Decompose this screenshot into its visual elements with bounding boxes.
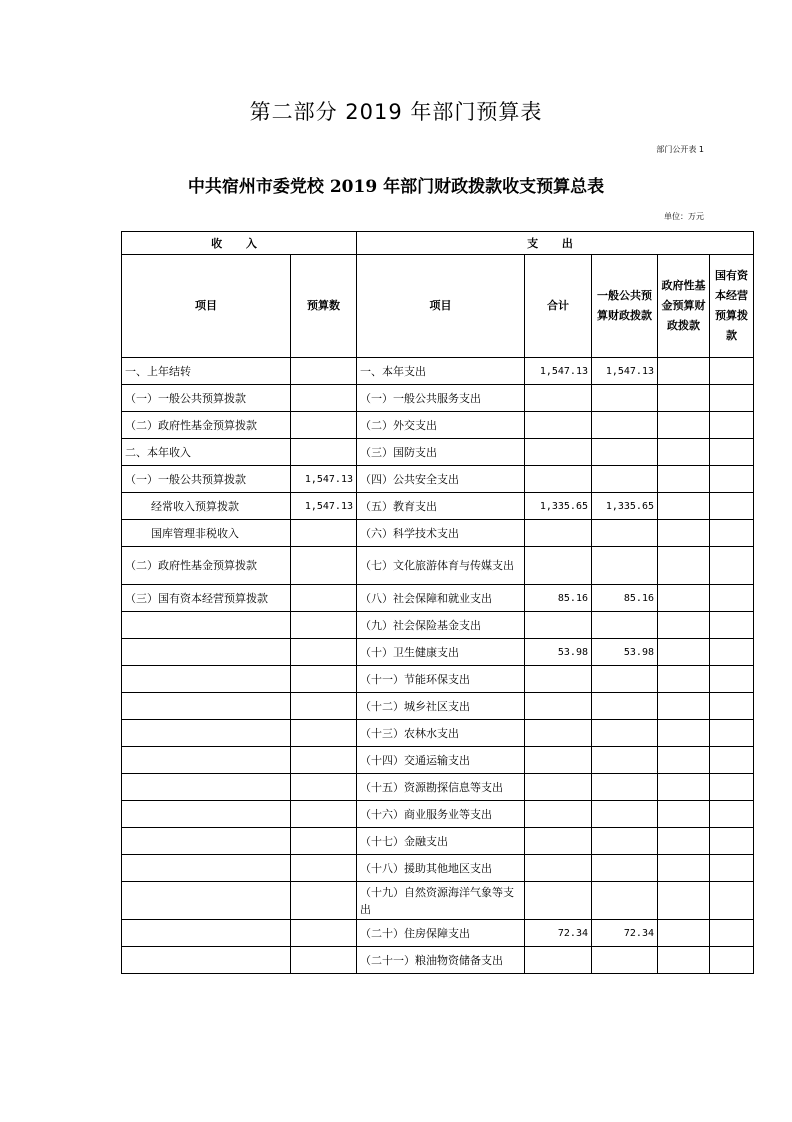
income-item-cell (122, 693, 291, 720)
expense-item-cell: （一）一般公共服务支出 (357, 385, 525, 412)
expense-item-cell: （十三）农林水支出 (357, 720, 525, 747)
income-value-cell (291, 385, 357, 412)
general-budget-cell: 85.16 (592, 585, 658, 612)
total-cell (525, 693, 592, 720)
state-capital-cell (710, 947, 754, 974)
income-value-cell (291, 585, 357, 612)
income-value-cell (291, 947, 357, 974)
table-row (122, 828, 754, 855)
general-budget-cell (592, 693, 658, 720)
table-row (122, 801, 754, 828)
income-value-cell (291, 612, 357, 639)
general-budget-cell (592, 439, 658, 466)
expense-item-cell: （十四）交通运输支出 (357, 747, 525, 774)
gov-fund-cell (658, 882, 710, 920)
total-cell: 85.16 (525, 585, 592, 612)
gov-fund-cell (658, 828, 710, 855)
expense-item-cell: （十九）自然资源海洋气象等支出 (357, 882, 525, 920)
table-row (122, 493, 754, 520)
gov-fund-cell (658, 666, 710, 693)
gov-fund-cell (658, 439, 710, 466)
income-item-cell (122, 747, 291, 774)
income-item-cell (122, 639, 291, 666)
total-cell (525, 466, 592, 493)
gov-fund-cell (658, 947, 710, 974)
expense-item-cell: 一、本年支出 (357, 358, 525, 385)
expense-item-cell: （十二）城乡社区支出 (357, 693, 525, 720)
state-capital-header: 国有资本经营预算拨款 (710, 255, 754, 358)
gov-fund-cell (658, 585, 710, 612)
general-budget-header: 一般公共预算财政拨款 (592, 255, 658, 358)
expense-item-cell: （五）教育支出 (357, 493, 525, 520)
general-budget-cell: 53.98 (592, 639, 658, 666)
gov-fund-cell (658, 547, 710, 585)
income-value-cell (291, 774, 357, 801)
table-row (122, 358, 754, 385)
general-budget-cell (592, 774, 658, 801)
income-budget-header: 预算数 (291, 255, 357, 358)
expense-item-cell: （十一）节能环保支出 (357, 666, 525, 693)
total-cell (525, 547, 592, 585)
income-value-cell: 1,547.13 (291, 493, 357, 520)
expense-item-cell: （二）外交支出 (357, 412, 525, 439)
income-item-cell: （三）国有资本经营预算拨款 (122, 585, 291, 612)
general-budget-cell (592, 385, 658, 412)
general-budget-cell (592, 855, 658, 882)
state-capital-cell (710, 639, 754, 666)
total-cell (525, 855, 592, 882)
gov-fund-cell (658, 855, 710, 882)
gov-fund-cell (658, 920, 710, 947)
state-capital-cell (710, 439, 754, 466)
expense-item-cell: （八）社会保障和就业支出 (357, 585, 525, 612)
expense-item-cell: （二十一）粮油物资储备支出 (357, 947, 525, 974)
expense-item-cell: （三）国防支出 (357, 439, 525, 466)
gov-fund-cell (658, 693, 710, 720)
general-budget-cell (592, 520, 658, 547)
income-value-cell (291, 720, 357, 747)
gov-fund-cell (658, 801, 710, 828)
total-cell: 1,547.13 (525, 358, 592, 385)
general-budget-cell (592, 747, 658, 774)
table-row (122, 882, 754, 920)
gov-fund-cell (658, 612, 710, 639)
expense-item-cell: （二十）住房保障支出 (357, 920, 525, 947)
income-item-cell (122, 720, 291, 747)
state-capital-cell (710, 747, 754, 774)
income-value-cell (291, 639, 357, 666)
income-item-cell: 二、本年收入 (122, 439, 291, 466)
general-budget-cell (592, 720, 658, 747)
gov-fund-cell (658, 358, 710, 385)
income-value-cell: 1,547.13 (291, 466, 357, 493)
general-budget-cell (592, 882, 658, 920)
table-row (122, 693, 754, 720)
table-row (122, 774, 754, 801)
state-capital-cell (710, 412, 754, 439)
income-header: 收 入 (122, 232, 357, 255)
income-value-cell (291, 547, 357, 585)
income-value-cell (291, 801, 357, 828)
income-value-cell (291, 855, 357, 882)
expense-item-cell: （十）卫生健康支出 (357, 639, 525, 666)
total-cell (525, 666, 592, 693)
gov-fund-cell (658, 747, 710, 774)
general-budget-cell (592, 547, 658, 585)
gov-fund-header: 政府性基金预算财政拨款 (658, 255, 710, 358)
table-row (122, 639, 754, 666)
expense-item-cell: （四）公共安全支出 (357, 466, 525, 493)
table-row (122, 947, 754, 974)
expense-item-cell: （十六）商业服务业等支出 (357, 801, 525, 828)
general-budget-cell (592, 801, 658, 828)
total-cell (525, 882, 592, 920)
state-capital-cell (710, 828, 754, 855)
income-value-cell (291, 693, 357, 720)
expense-item-cell: （六）科学技术支出 (357, 520, 525, 547)
income-value-cell (291, 920, 357, 947)
gov-fund-cell (658, 639, 710, 666)
income-value-cell (291, 439, 357, 466)
state-capital-cell (710, 920, 754, 947)
general-budget-cell: 1,547.13 (592, 358, 658, 385)
part-title: 第二部分 2019 年部门预算表 (249, 100, 543, 124)
state-capital-cell (710, 493, 754, 520)
general-budget-cell (592, 612, 658, 639)
state-capital-cell (710, 547, 754, 585)
total-cell (525, 828, 592, 855)
income-item-cell (122, 828, 291, 855)
total-cell: 1,335.65 (525, 493, 592, 520)
gov-fund-cell (658, 385, 710, 412)
total-cell (525, 385, 592, 412)
expense-item-cell: （十五）资源勘探信息等支出 (357, 774, 525, 801)
table-title: 中共宿州市委党校 2019 年部门财政拨款收支预算总表 (187, 177, 605, 197)
expense-item-cell: （十七）金融支出 (357, 828, 525, 855)
table-row (122, 466, 754, 493)
expense-item-cell: （十八）援助其他地区支出 (357, 855, 525, 882)
general-budget-cell: 72.34 (592, 920, 658, 947)
table-row (122, 612, 754, 639)
income-item-cell (122, 947, 291, 974)
general-budget-cell (592, 466, 658, 493)
table-row (122, 585, 754, 612)
income-item-cell (122, 855, 291, 882)
expense-header: 支 出 (357, 232, 754, 255)
gov-fund-cell (658, 720, 710, 747)
table-row (122, 747, 754, 774)
income-item-header: 项目 (122, 255, 291, 358)
state-capital-cell (710, 666, 754, 693)
expense-item-cell: （九）社会保险基金支出 (357, 612, 525, 639)
table-row (122, 412, 754, 439)
income-item-cell (122, 801, 291, 828)
table-row (122, 666, 754, 693)
state-capital-cell (710, 720, 754, 747)
gov-fund-cell (658, 412, 710, 439)
state-capital-cell (710, 693, 754, 720)
income-item-cell (122, 882, 291, 920)
table-row (122, 720, 754, 747)
budget-table (121, 231, 754, 974)
income-value-cell (291, 412, 357, 439)
income-item-cell: 一、上年结转 (122, 358, 291, 385)
income-item-cell: （一）一般公共预算拨款 (122, 466, 291, 493)
state-capital-cell (710, 801, 754, 828)
income-item-cell (122, 666, 291, 693)
state-capital-cell (710, 358, 754, 385)
general-budget-cell (592, 666, 658, 693)
table-row (122, 920, 754, 947)
income-item-cell (122, 774, 291, 801)
income-item-cell: 经常收入预算拨款 (122, 493, 291, 520)
gov-fund-cell (658, 466, 710, 493)
state-capital-cell (710, 612, 754, 639)
gov-fund-cell (658, 493, 710, 520)
total-cell: 72.34 (525, 920, 592, 947)
total-cell (525, 520, 592, 547)
state-capital-cell (710, 585, 754, 612)
income-item-cell (122, 612, 291, 639)
gov-fund-cell (658, 774, 710, 801)
state-capital-cell (710, 520, 754, 547)
income-item-cell: （一）一般公共预算拨款 (122, 385, 291, 412)
total-cell (525, 439, 592, 466)
table-number: 部门公开表 1 (656, 145, 704, 154)
total-cell (525, 747, 592, 774)
income-item-cell (122, 920, 291, 947)
income-item-cell: （二）政府性基金预算拨款 (122, 547, 291, 585)
income-value-cell (291, 666, 357, 693)
general-budget-cell (592, 947, 658, 974)
unit-label: 单位：万元 (664, 212, 704, 221)
total-cell (525, 612, 592, 639)
income-value-cell (291, 520, 357, 547)
state-capital-cell (710, 855, 754, 882)
income-value-cell (291, 358, 357, 385)
income-value-cell (291, 828, 357, 855)
total-cell (525, 801, 592, 828)
table-row (122, 439, 754, 466)
total-header: 合计 (525, 255, 592, 358)
table-row (122, 385, 754, 412)
table-row (122, 855, 754, 882)
table-row (122, 547, 754, 585)
table-row (122, 520, 754, 547)
income-value-cell (291, 747, 357, 774)
gov-fund-cell (658, 520, 710, 547)
state-capital-cell (710, 774, 754, 801)
total-cell (525, 947, 592, 974)
general-budget-cell (592, 828, 658, 855)
income-value-cell (291, 882, 357, 920)
state-capital-cell (710, 882, 754, 920)
general-budget-cell (592, 412, 658, 439)
total-cell (525, 774, 592, 801)
expense-item-cell: （七）文化旅游体育与传媒支出 (357, 547, 525, 585)
total-cell (525, 720, 592, 747)
income-item-cell: 国库管理非税收入 (122, 520, 291, 547)
state-capital-cell (710, 466, 754, 493)
total-cell (525, 412, 592, 439)
total-cell: 53.98 (525, 639, 592, 666)
state-capital-cell (710, 385, 754, 412)
general-budget-cell: 1,335.65 (592, 493, 658, 520)
income-item-cell: （二）政府性基金预算拨款 (122, 412, 291, 439)
expense-item-header: 项目 (357, 255, 525, 358)
